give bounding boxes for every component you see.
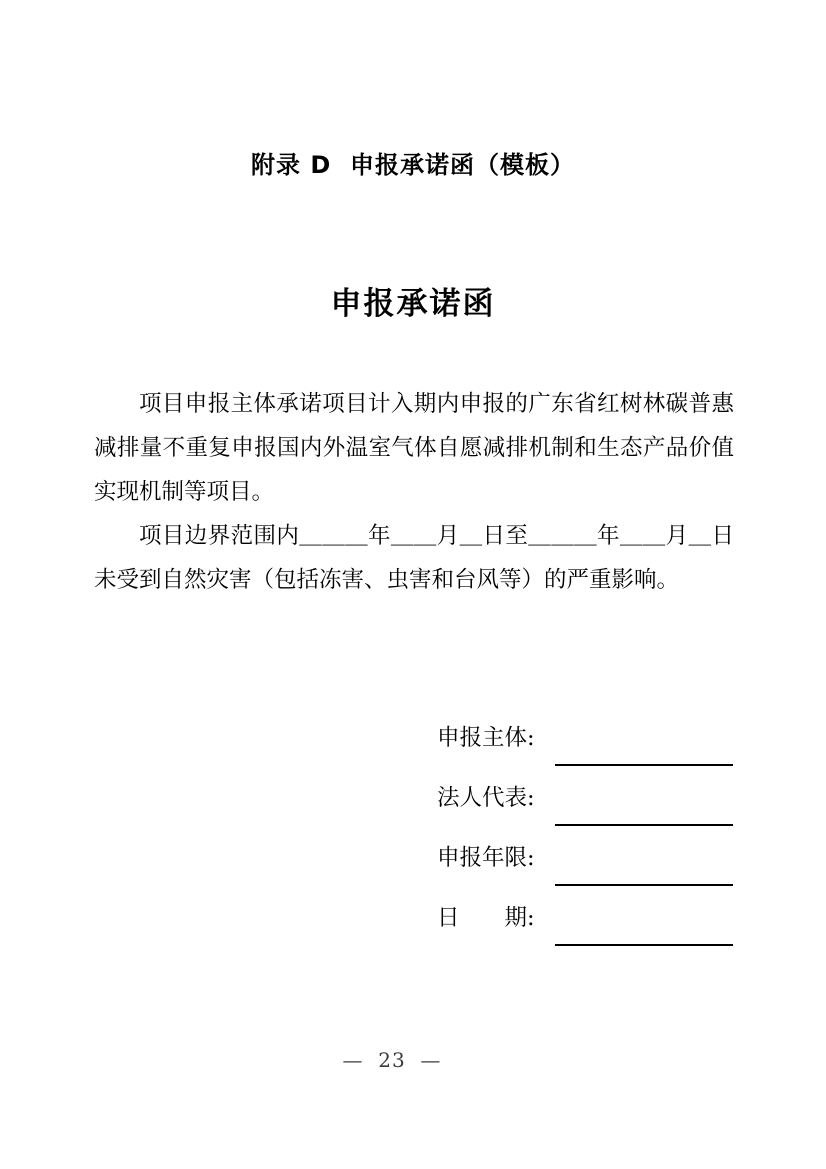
signature-line-legal-representative[interactable] — [555, 824, 733, 826]
signature-line-declaration-period[interactable] — [555, 884, 733, 886]
body-paragraph-1: 项目申报主体承诺项目计入期内申报的广东省红树林碳普惠减排量不重复申报国内外温室气体自愿减排机制和生态产品价值实现机制等项目。 — [94, 391, 734, 505]
signature-row-applicant — [437, 722, 737, 782]
signature-row-date — [437, 902, 737, 962]
signature-row-declaration-period — [437, 842, 737, 902]
signature-line-date[interactable] — [555, 944, 733, 946]
signature-block — [437, 722, 737, 962]
signature-line-applicant[interactable] — [555, 764, 733, 766]
page-footer: — 23 — — [342, 1048, 442, 1072]
body-text — [94, 382, 734, 602]
body-paragraph-2: 项目边界范围内＿＿＿年＿＿月＿日至＿＿＿年＿＿月＿日未受到自然灾害（包括冻害、虫害和台风等）的严重影响。 — [94, 523, 734, 593]
signature-label-applicant: 申报主体: — [437, 725, 535, 751]
signature-label-date: 日 期: — [437, 905, 535, 931]
signature-row-legal-representative — [437, 782, 737, 842]
document-heading: 申报承诺函 — [330, 286, 496, 322]
signature-label-legal-representative: 法人代表: — [437, 785, 535, 811]
signature-label-declaration-period: 申报年限: — [437, 845, 535, 871]
appendix-title: 附录 D 申报承诺函（模板） — [251, 151, 575, 179]
